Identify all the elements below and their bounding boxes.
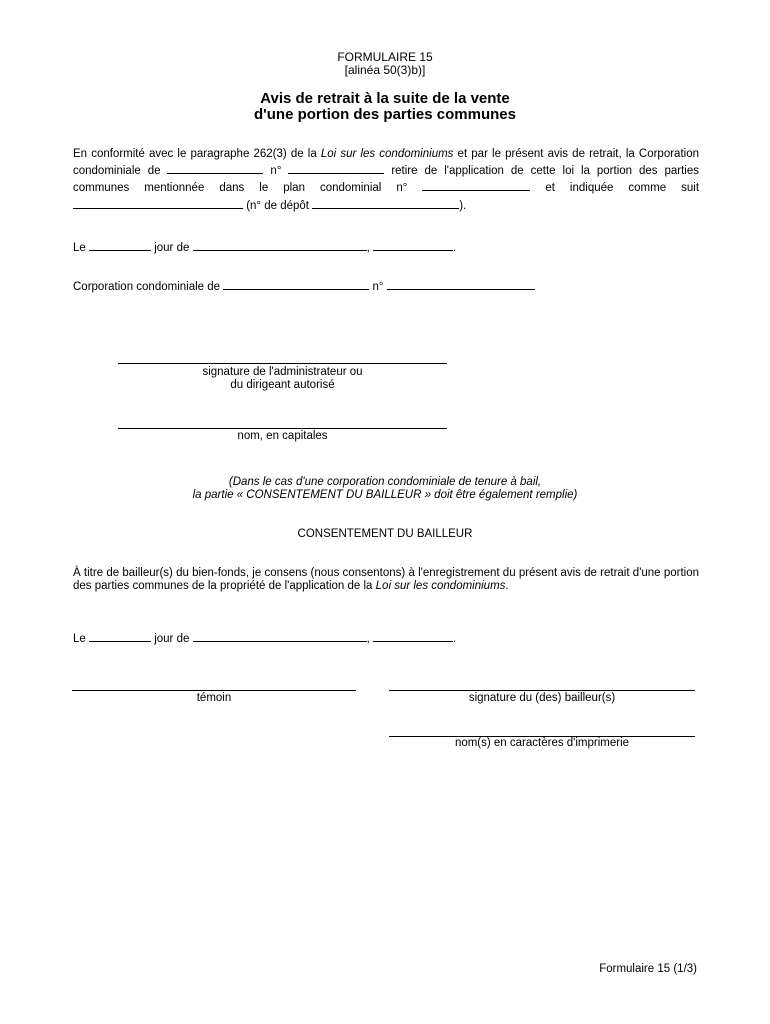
date-jour-de-label: jour de xyxy=(154,242,190,254)
admin-signature-caption-1: signature de l'administrateur ou xyxy=(202,366,363,378)
admin-signature-caption-2: du dirigeant autorisé xyxy=(230,379,335,391)
lessor-signature-line[interactable] xyxy=(389,690,695,691)
consent-month-blank[interactable] xyxy=(193,631,367,642)
consent-year-blank[interactable] xyxy=(373,631,453,642)
intro-text-5: (n° de dépôt xyxy=(243,199,313,212)
leasehold-note-line-1: (Dans le cas d'une corporation condominiale de tenure à bail, xyxy=(228,476,542,488)
name-caps-caption: nom, en capitales xyxy=(237,430,328,442)
consent-paragraph xyxy=(73,567,699,594)
intro-text-3: retire de l'application de cette loi la portion des parties communes mentionnée dans le plan condominial n° xyxy=(73,165,700,195)
lessor-names-caption: nom(s) en caractères d'imprimerie xyxy=(454,737,630,749)
consent-text-1: À titre de bailleur(s) du bien-fonds, je consens (nous consentons) à l'enregistrement du présent avis de retrait d'une portion des parties communes de la propriété de l'application de la xyxy=(73,567,699,593)
form-number: FORMULAIRE 15 xyxy=(337,50,433,64)
form-clause: [alinéa 50(3)b)] xyxy=(344,63,426,77)
name-caps-line[interactable] xyxy=(118,428,447,429)
intro-text-4: et indiquée comme suit xyxy=(530,182,700,195)
admin-signature-line[interactable] xyxy=(118,363,447,364)
corporation-blank[interactable] xyxy=(223,279,369,290)
corporation-line xyxy=(73,279,535,294)
consent-date-le-label: Le xyxy=(73,633,86,645)
deposit-number-blank[interactable] xyxy=(312,198,459,209)
month-blank[interactable] xyxy=(193,240,367,251)
form-title-line-1: Avis de retrait à la suite de la vente xyxy=(260,90,510,107)
witness-caption: témoin xyxy=(196,692,232,704)
consent-heading: CONSENTEMENT DU BAILLEUR xyxy=(297,528,473,540)
form-title-line-2: d'une portion des parties communes xyxy=(254,106,516,123)
consent-date-jour-de-label: jour de xyxy=(154,633,190,645)
intro-text-1: En conformité avec le paragraphe 262(3) de la xyxy=(73,148,321,160)
intro-no-label: n° xyxy=(263,165,289,178)
leasehold-note-line-2: la partie « CONSENTEMENT DU BAILLEUR » doit être également remplie) xyxy=(192,489,578,501)
consent-law-name: Loi sur les condominiums xyxy=(375,580,506,593)
law-name: Loi sur les condominiums xyxy=(320,148,454,160)
corporation-label: Corporation condominiale de xyxy=(73,281,221,293)
corporation-no-label: n° xyxy=(372,281,384,293)
plan-number-blank[interactable] xyxy=(422,180,530,191)
date-le-label: Le xyxy=(73,242,86,254)
date-line xyxy=(73,240,456,255)
intro-text-6: ). xyxy=(459,199,467,212)
corporation-name-blank[interactable] xyxy=(167,163,263,174)
intro-paragraph xyxy=(73,146,699,215)
year-blank[interactable] xyxy=(373,240,453,251)
consent-date-period: . xyxy=(452,633,457,645)
corporation-number-blank[interactable] xyxy=(288,163,384,174)
corporation-no-blank[interactable] xyxy=(387,279,535,290)
date-period: . xyxy=(452,242,457,254)
consent-day-blank[interactable] xyxy=(89,631,151,642)
intro-text-2: et par le présent avis de retrait, la Corporation condominiale de xyxy=(73,148,699,178)
description-blank[interactable] xyxy=(73,198,243,209)
witness-line[interactable] xyxy=(72,690,356,691)
consent-date-line xyxy=(73,631,456,646)
page-footer: Formulaire 15 (1/3) xyxy=(599,963,697,975)
lessor-signature-caption: signature du (des) bailleur(s) xyxy=(468,692,616,704)
consent-text-2: . xyxy=(505,580,509,593)
day-blank[interactable] xyxy=(89,240,151,251)
date-comma: , xyxy=(366,242,370,254)
consent-date-comma: , xyxy=(366,633,370,645)
